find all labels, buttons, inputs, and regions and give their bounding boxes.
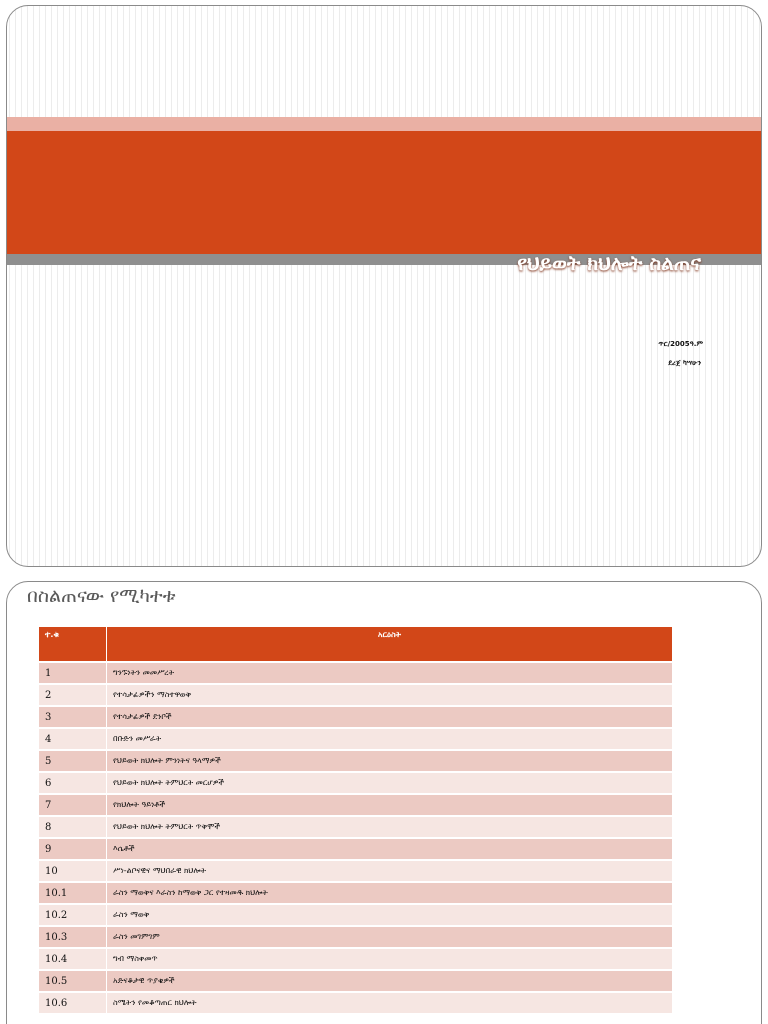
table-row xyxy=(39,948,673,970)
row-number: 5 xyxy=(39,750,107,772)
row-number: 10.1 xyxy=(39,882,107,904)
column-header-title: አርዕስት xyxy=(107,627,673,662)
table-row xyxy=(39,706,673,728)
row-number: 10.2 xyxy=(39,904,107,926)
table-row xyxy=(39,728,673,750)
cover-author: ደረጀ ካሣሁን xyxy=(668,359,701,367)
contents-table xyxy=(39,627,673,1013)
row-title: እሴቶች xyxy=(107,838,673,860)
cover-slide[interactable] xyxy=(6,5,762,567)
row-number: 10.4 xyxy=(39,948,107,970)
table-row xyxy=(39,772,673,794)
row-title: የህይወት ክህሎት ምንነትና ዓላማዎች xyxy=(107,750,673,772)
row-number: 7 xyxy=(39,794,107,816)
table-row xyxy=(39,904,673,926)
row-number: 10.5 xyxy=(39,970,107,992)
row-title: የህይወት ክህሎት ትምህርት ጥቅሞች xyxy=(107,816,673,838)
title-band xyxy=(7,131,761,254)
row-title: ሥነ-ልቦናዊና ማህበራዊ ክህሎት xyxy=(107,860,673,882)
row-number: 6 xyxy=(39,772,107,794)
row-number: 10 xyxy=(39,860,107,882)
cover-date: ጥር/2005ዓ.ም xyxy=(658,340,703,348)
row-number: 9 xyxy=(39,838,107,860)
row-title: ራስን ማወቅና እራስን ከማወቅ ጋር የተዛመዱ ክህሎት xyxy=(107,882,673,904)
column-header-number: ተ.ቁ xyxy=(39,627,107,662)
row-number: 3 xyxy=(39,706,107,728)
table-row xyxy=(39,992,673,1013)
row-number: 10.6 xyxy=(39,992,107,1013)
table-row xyxy=(39,794,673,816)
row-number: 4 xyxy=(39,728,107,750)
row-title: ራስን ማወቅ xyxy=(107,904,673,926)
contents-slide[interactable] xyxy=(6,581,762,1024)
row-number: 2 xyxy=(39,684,107,706)
table-row xyxy=(39,816,673,838)
accent-stripe-top xyxy=(7,117,761,131)
row-title: አድናቆታዊ ጥያቄዎች xyxy=(107,970,673,992)
table-header-row xyxy=(39,627,673,662)
table-row xyxy=(39,882,673,904)
contents-heading: በስልጠናው የሚካተቱ xyxy=(27,585,176,607)
cover-title: የህይወት ክህሎት ስልጠና xyxy=(517,251,701,275)
table-row xyxy=(39,970,673,992)
row-number: 8 xyxy=(39,816,107,838)
table-row xyxy=(39,662,673,684)
table-row xyxy=(39,750,673,772)
table-row xyxy=(39,926,673,948)
row-title: በቡድን መሥራት xyxy=(107,728,673,750)
row-title: የህይወት ክህሎት ትምህርት መርሆዎች xyxy=(107,772,673,794)
row-number: 10.3 xyxy=(39,926,107,948)
row-title: ስሜትን የመቆጣጠር ክህሎት xyxy=(107,992,673,1013)
row-number: 1 xyxy=(39,662,107,684)
table-row xyxy=(39,838,673,860)
row-title: ግንኙነትን መመሥረት xyxy=(107,662,673,684)
row-title: የክህሎት ዓይነቶች xyxy=(107,794,673,816)
row-title: ግብ ማስቀመጥ xyxy=(107,948,673,970)
row-title: የተሳታፊዎች ደንቦች xyxy=(107,706,673,728)
table-row xyxy=(39,684,673,706)
table-row xyxy=(39,860,673,882)
row-title: ራስን መገምገም xyxy=(107,926,673,948)
row-title: የተሳታፊዎችን ማስተዋወቅ xyxy=(107,684,673,706)
